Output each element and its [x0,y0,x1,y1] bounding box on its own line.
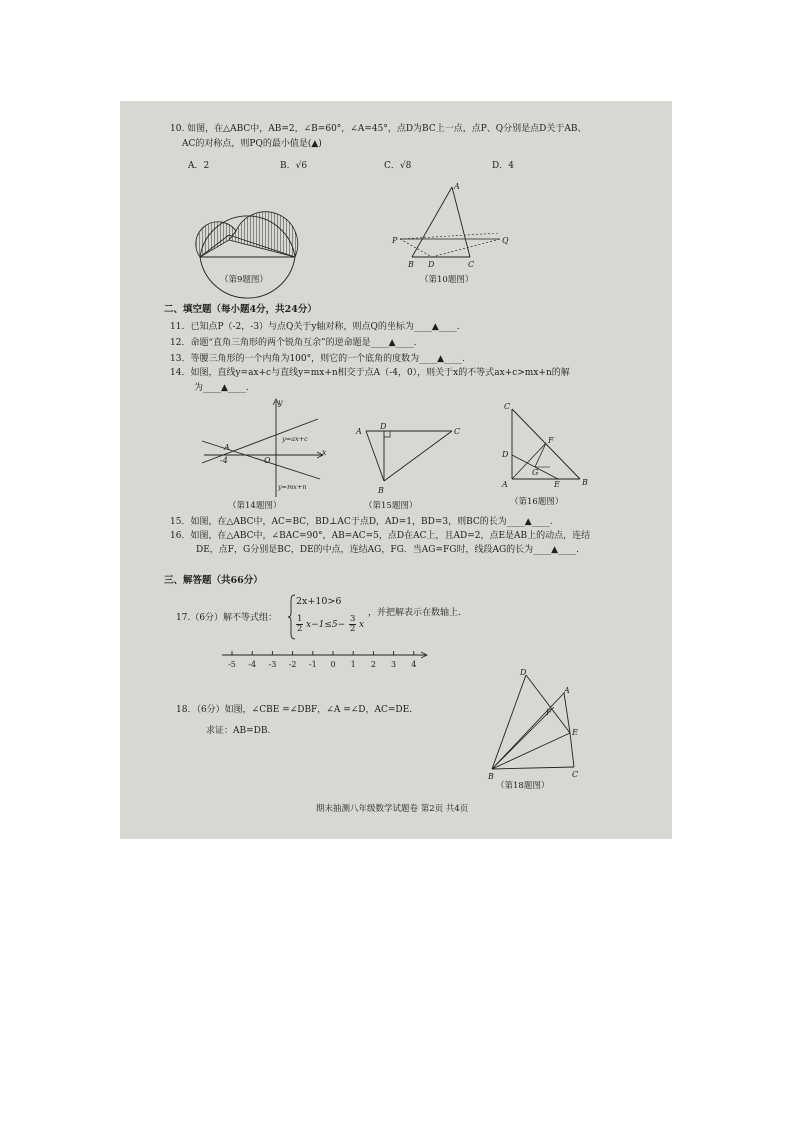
fig14-label-line1: y=ax+c [282,435,308,443]
fig15-caption: （第15题图） [364,501,418,511]
number-line-tick-label: 0 [330,660,336,669]
q17-prefix: 17.（6分）解不等式组： [176,613,278,623]
q17-frac2-denominator: 2 [350,624,356,634]
fig14-label-neg4: -4 [220,456,228,465]
fig15-label-c: C [454,427,461,436]
q10-choice-d: D．4 [492,161,514,171]
fig16-label-d: D [502,450,509,459]
exam-page-photo [120,101,672,839]
fig10-label-p: P [392,236,398,245]
number-line-tick-label: 3 [391,660,397,669]
number-line-tick-label: -5 [228,660,236,669]
q16-text-line2: DE，点F，G分别是BC，DE的中点，连结AG，FG．当AG=FG时，线段AG的长为____▲____. [196,545,579,555]
fig14-diagram [198,397,338,501]
fig16-label-b: B [582,478,588,487]
fig10-label-q: Q [502,236,509,245]
q18-text-line2: 求证：AB=DB. [206,726,271,736]
fig14-label-a: A [224,443,230,452]
fig9-diagram [196,213,306,273]
q17-brace [288,594,296,640]
fig9-caption: （第9题图） [220,275,268,285]
fig15-label-a: A [356,427,362,436]
fig15-label-b: B [378,486,384,495]
q17-fraction-three-halves [349,615,356,634]
q10-choice-b: B．√6 [280,161,308,171]
fig10-label-b: B [408,260,414,269]
fig16-label-f: F [548,436,554,445]
fig10-label-c: C [468,260,475,269]
fig18-label-a: A [564,686,570,695]
fig10-caption: （第10题图） [420,275,474,285]
fig18-label-b: B [488,772,494,781]
q17-suffix: ，并把解表示在数轴上. [368,608,461,618]
fig16-caption: （第16题图） [510,497,564,507]
fig14-caption: （第14题图） [228,501,282,511]
fig15-diagram [352,419,468,501]
fig18-diagram [482,667,592,781]
fig18-label-e: E [572,728,578,737]
fig18-label-f: F [546,708,552,717]
fig15-label-d: D [380,422,387,431]
q17-inequality-2-mid: x−1≤5− [306,620,346,630]
q17-frac1-denominator: 2 [297,624,303,634]
fig18-label-d: D [520,668,527,677]
q10-choice-c: C．√8 [384,161,412,171]
fig10-diagram [390,181,520,273]
fig10-label-d: D [428,260,435,269]
q13-text: 13．等腰三角形的一个内角为100°，则它的一个底角的度数为____▲____. [170,354,465,364]
fig18-label-c: C [572,770,579,779]
number-line-tick-label: 1 [350,660,356,669]
fig10-label-a: A [454,182,460,191]
q14-text-line1: 14．如图，直线y=ax+c与直线y=mx+n相交于点A（-4，0），则关于x的不等式ax+c>mx+n的解 [170,368,570,378]
q16-text-line1: 16．如图，在△ABC中，∠BAC=90°，AB=AC=5，点D在AC上，且AD=2，点E是AB上的动点，连结 [170,531,591,541]
q17-inequality-2-end: x [359,620,365,630]
fig16-label-e: E [554,480,560,489]
number-line-tick-label: -4 [248,660,257,669]
fig14-label-o: O [264,456,271,465]
q15-text: 15．如图，在△ABC中，AC=BC，BD⊥AC于点D，AD=1，BD=3，则BC的长为____▲____. [170,517,553,527]
q18-text-line1: 18．（6分）如图，∠CBE =∠DBF，∠A =∠D，AC=DE. [176,705,413,715]
q10-choice-a: A．2 [188,161,210,171]
q11-text: 11．已知点P（-2，-3）与点Q关于y轴对称，则点Q的坐标为____▲____. [170,322,460,332]
number-line [220,645,430,675]
q17-frac1-numerator: 1 [297,614,303,624]
number-line-tick-label: -3 [268,660,277,669]
fig16-diagram [498,399,594,491]
fig14-label-y: y [278,398,283,407]
fig18-caption: （第18题图） [496,781,550,791]
section2-title: 二、填空题（每小题4分，共24分） [164,304,317,315]
q12-text: 12．命题“直角三角形的两个锐角互余”的逆命题是____▲____. [170,338,417,348]
fig16-label-a: A [502,480,508,489]
page-footer: 期末抽测八年级数学试题卷 第2页 共4页 [316,804,469,814]
q17-inequality-1: 2x+10>6 [296,596,342,607]
fig16-label-c: C [504,402,511,411]
fig16-label-g: G [532,468,539,477]
q10-text-line1: 10. 如图，在△ABC中，AB=2，∠B=60°，∠A=45°，点D为BC上一点，点P、Q分别是点D关于AB、 [170,124,587,134]
q14-text-line2: 为____▲____. [194,383,249,393]
q17-fraction-half [296,615,303,634]
number-line-tick-label: 2 [370,660,376,669]
section3-title: 三、解答题（共66分） [164,575,263,586]
number-line-tick-label: -1 [308,660,317,669]
q17-frac2-numerator: 3 [350,614,356,624]
fig14-label-x: x [322,448,327,457]
number-line-tick-label: -2 [288,660,297,669]
number-line-tick-label: 4 [411,660,417,669]
fig14-label-line2: y=mx+n [278,483,307,491]
q10-text-line2: AC的对称点，则PQ的最小值是(▲) [182,139,322,149]
